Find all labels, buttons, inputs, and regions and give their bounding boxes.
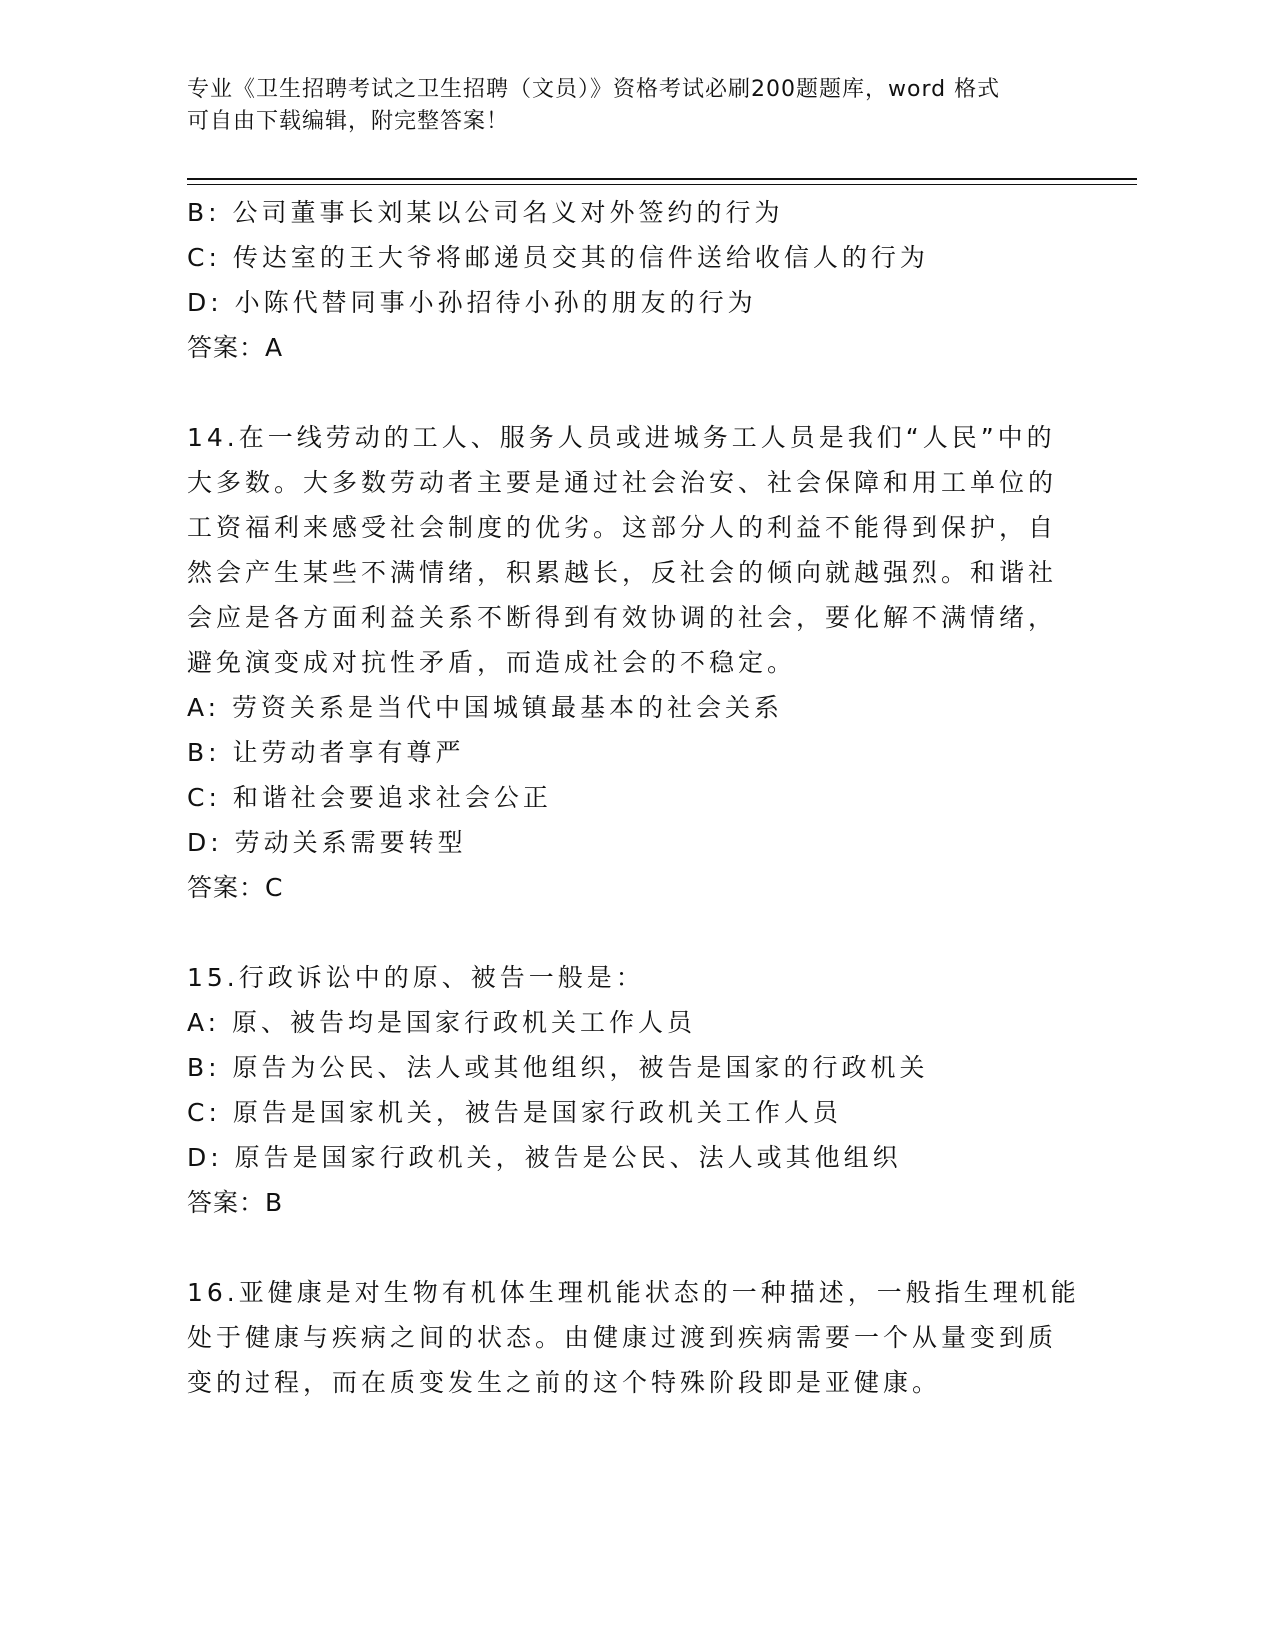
question-stem-line: 大多数。大多数劳动者主要是通过社会治安、社会保障和用工单位的 — [187, 468, 1058, 497]
question-stem-line: 14.在一线劳动的工人、服务人员或进城务工人员是我们“人民”中的 — [187, 423, 1056, 452]
answer-line — [187, 1180, 1067, 1225]
question-15 — [187, 955, 1067, 1225]
answer-line — [187, 865, 1067, 910]
question-stem-line: 避免演变成对抗性矛盾，而造成社会的不稳定。 — [187, 648, 797, 677]
page-header — [187, 74, 1087, 138]
answer-value: C — [265, 873, 284, 902]
question-13 — [187, 190, 1067, 370]
option-b: B: 原告为公民、法人或其他组织，被告是国家的行政机关 — [187, 1053, 929, 1082]
option-c: C: 原告是国家机关，被告是国家行政机关工作人员 — [187, 1098, 842, 1127]
question-stem-line: 处于健康与疾病之间的状态。由健康过渡到疾病需要一个从量变到质 — [187, 1323, 1058, 1352]
header-rule-thin — [187, 184, 1137, 185]
question-14 — [187, 415, 1067, 910]
document-body — [187, 190, 1080, 1405]
header-rule-thick — [187, 178, 1137, 180]
option-b: B: 公司董事长刘某以公司名义对外签约的行为 — [187, 198, 784, 227]
answer-value: B — [265, 1188, 284, 1217]
option-c: C: 和谐社会要追求社会公正 — [187, 783, 552, 812]
answer-label: 答案： — [187, 873, 266, 902]
question-stem-line: 变的过程，而在质变发生之前的这个特殊阶段即是亚健康。 — [187, 1368, 942, 1397]
question-stem-line: 工资福利来感受社会制度的优劣。这部分人的利益不能得到保护，自 — [187, 513, 1058, 542]
answer-label: 答案： — [187, 1188, 266, 1217]
option-c: C: 传达室的王大爷将邮递员交其的信件送给收信人的行为 — [187, 243, 929, 272]
spacer — [187, 1225, 1067, 1270]
answer-line — [187, 325, 1067, 370]
option-d: D: 劳动关系需要转型 — [187, 828, 467, 857]
header-line-2: 可自由下载编辑，附完整答案！ — [187, 109, 510, 134]
question-stem-line: 15.行政诉讼中的原、被告一般是： — [187, 963, 645, 992]
question-stem-line: 16.亚健康是对生物有机体生理机能状态的一种描述，一般指生理机能 — [187, 1278, 1080, 1307]
spacer — [187, 910, 1067, 955]
question-16 — [187, 1270, 1080, 1405]
spacer — [187, 370, 1067, 415]
answer-label: 答案： — [187, 333, 266, 362]
header-line-1: 专业《卫生招聘考试之卫生招聘（文员）》资格考试必刷200题题库，word 格式 — [187, 77, 1001, 102]
option-b: B: 让劳动者享有尊严 — [187, 738, 465, 767]
option-a: A: 劳资关系是当代中国城镇最基本的社会关系 — [187, 693, 784, 722]
question-stem-line: 然会产生某些不满情绪，积累越长，反社会的倾向就越强烈。和谐社 — [187, 558, 1058, 587]
option-a: A: 原、被告均是国家行政机关工作人员 — [187, 1008, 697, 1037]
answer-value: A — [265, 333, 284, 362]
option-d: D: 小陈代替同事小孙招待小孙的朋友的行为 — [187, 288, 757, 317]
question-stem-line: 会应是各方面利益关系不断得到有效协调的社会，要化解不满情绪， — [187, 603, 1058, 632]
option-d: D: 原告是国家行政机关，被告是公民、法人或其他组织 — [187, 1143, 902, 1172]
